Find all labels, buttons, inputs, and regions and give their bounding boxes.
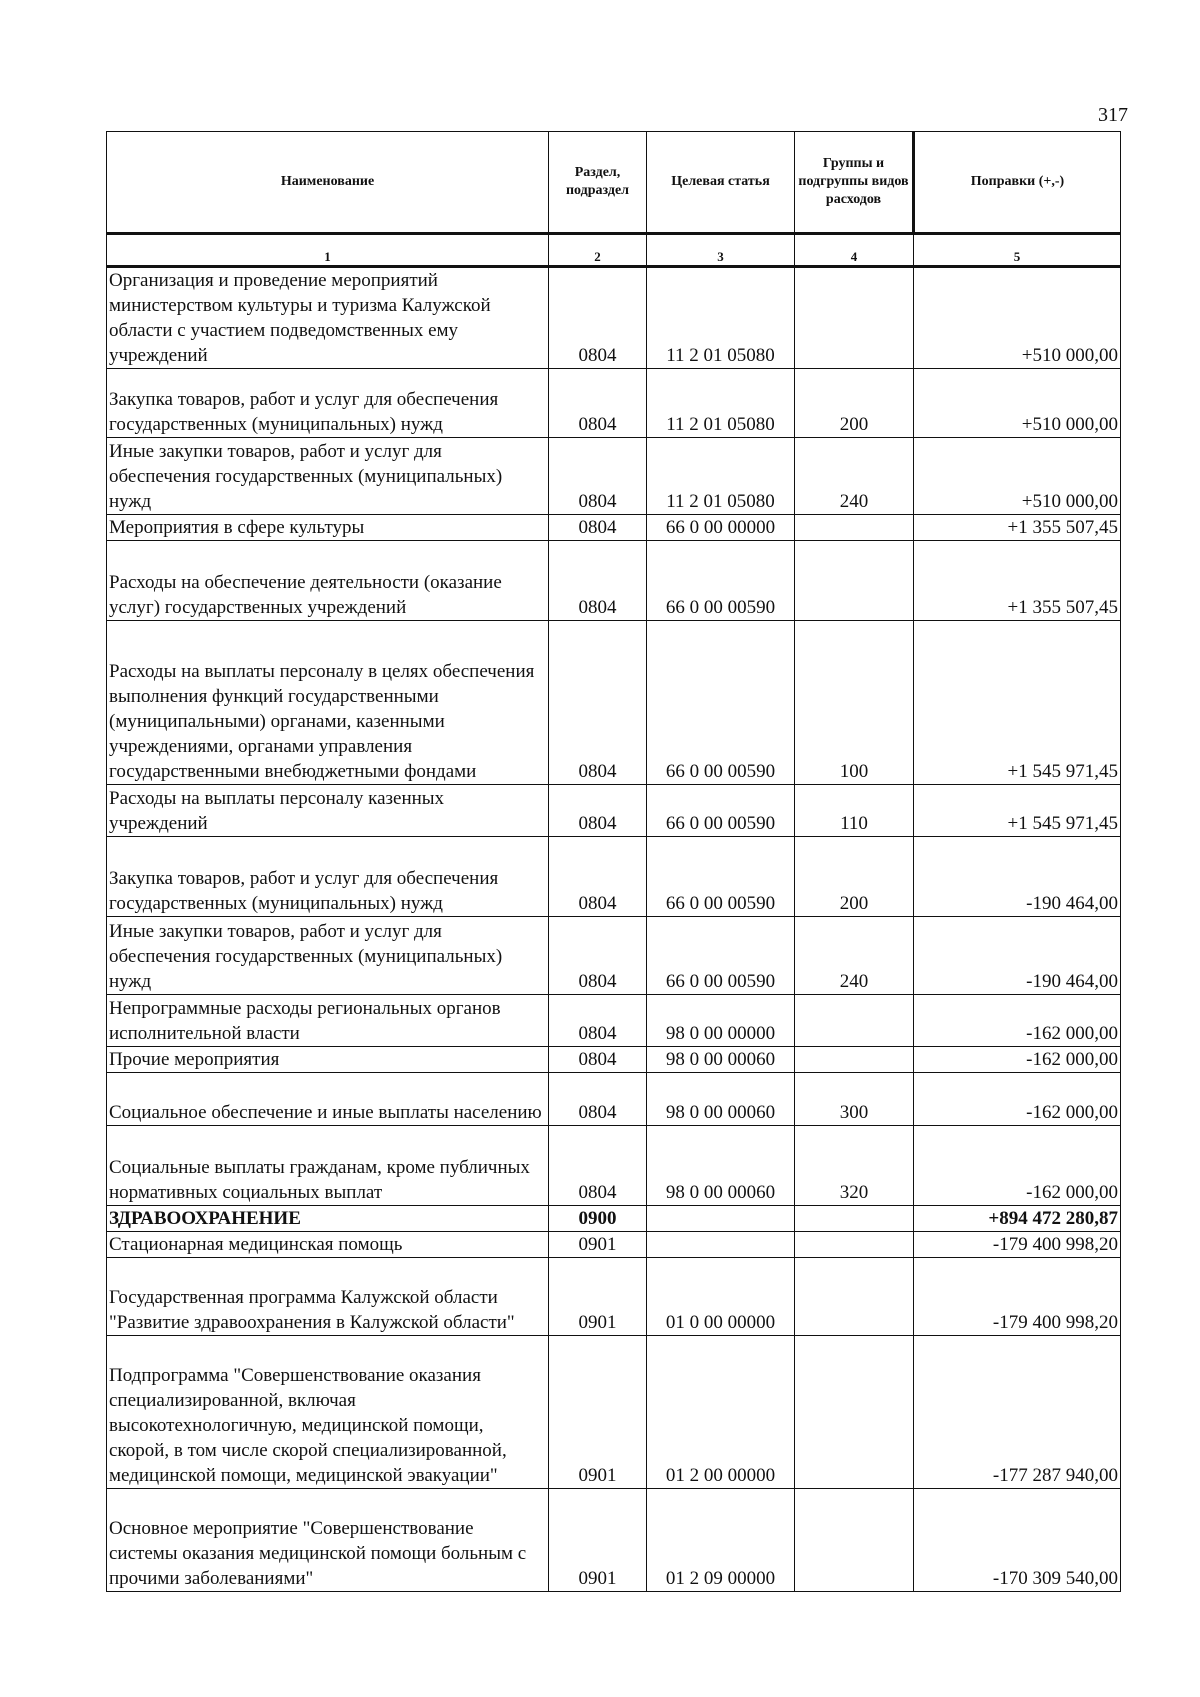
row-article: 11 2 01 05080 [647,438,795,515]
row-section: 0804 [549,369,647,438]
row-amount: +510 000,00 [914,438,1121,515]
row-name: Мероприятия в сфере культуры [107,515,549,541]
row-name: ЗДРАВООХРАНЕНИЕ [107,1206,549,1232]
row-name: Прочие мероприятия [107,1047,549,1073]
table-row [107,541,1121,621]
column-number: 3 [647,234,795,267]
table-row [107,837,1121,917]
row-group [795,1206,914,1232]
column-number: 1 [107,234,549,267]
row-group: 110 [795,785,914,837]
row-name: Иные закупки товаров, работ и услуг для обеспечения государственных (муниципальных) нужд [107,438,549,515]
header-amount: Поправки (+,-) [914,132,1121,234]
row-article: 01 2 09 00000 [647,1489,795,1592]
row-group: 200 [795,369,914,438]
row-article: 98 0 00 00060 [647,1047,795,1073]
row-group: 320 [795,1126,914,1206]
row-article: 98 0 00 00000 [647,995,795,1047]
table-row [107,267,1121,369]
table-row [107,917,1121,995]
row-section: 0804 [549,438,647,515]
row-amount: +510 000,00 [914,369,1121,438]
row-group [795,1232,914,1258]
table-row [107,1047,1121,1073]
table-row [107,785,1121,837]
table-row [107,1232,1121,1258]
row-group [795,1489,914,1592]
table-row [107,1206,1121,1232]
column-number: 2 [549,234,647,267]
row-amount: -170 309 540,00 [914,1489,1121,1592]
row-amount: -162 000,00 [914,1073,1121,1126]
row-article: 66 0 00 00590 [647,541,795,621]
row-group [795,541,914,621]
row-amount: +510 000,00 [914,267,1121,369]
row-group [795,1047,914,1073]
row-section: 0804 [549,995,647,1047]
header-article: Целевая статья [647,132,795,234]
table-row [107,1336,1121,1489]
row-amount: -162 000,00 [914,1047,1121,1073]
row-amount: +1 355 507,45 [914,515,1121,541]
row-section: 0901 [549,1336,647,1489]
table-row [107,438,1121,515]
row-section: 0804 [549,837,647,917]
row-amount: -190 464,00 [914,917,1121,995]
row-section: 0804 [549,917,647,995]
row-group [795,995,914,1047]
table-row [107,369,1121,438]
row-group: 240 [795,438,914,515]
row-article [647,1206,795,1232]
row-amount: -179 400 998,20 [914,1232,1121,1258]
row-name: Иные закупки товаров, работ и услуг для обеспечения государственных (муниципальных) нужд [107,917,549,995]
row-group [795,1336,914,1489]
row-amount: -162 000,00 [914,1126,1121,1206]
row-article [647,1232,795,1258]
table-row [107,515,1121,541]
row-article: 11 2 01 05080 [647,267,795,369]
row-amount: -179 400 998,20 [914,1258,1121,1336]
row-group [795,1258,914,1336]
table-row [107,1073,1121,1126]
header-name: Наименование [107,132,549,234]
column-number: 4 [795,234,914,267]
row-article: 98 0 00 00060 [647,1073,795,1126]
row-amount: -162 000,00 [914,995,1121,1047]
row-amount: +1 545 971,45 [914,621,1121,785]
row-article: 66 0 00 00590 [647,917,795,995]
row-article: 66 0 00 00590 [647,785,795,837]
row-section: 0804 [549,1126,647,1206]
row-name: Закупка товаров, работ и услуг для обеспечения государственных (муниципальных) нужд [107,369,549,438]
row-name: Социальное обеспечение и иные выплаты населению [107,1073,549,1126]
row-name: Социальные выплаты гражданам, кроме публичных нормативных социальных выплат [107,1126,549,1206]
row-amount: -190 464,00 [914,837,1121,917]
row-amount: -177 287 940,00 [914,1336,1121,1489]
row-name: Государственная программа Калужской области "Развитие здравоохранения в Калужской области" [107,1258,549,1336]
row-amount: +1 545 971,45 [914,785,1121,837]
row-section: 0901 [549,1232,647,1258]
row-name: Закупка товаров, работ и услуг для обеспечения государственных (муниципальных) нужд [107,837,549,917]
row-name: Расходы на обеспечение деятельности (оказание услуг) государственных учреждений [107,541,549,621]
row-name: Организация и проведение мероприятий министерством культуры и туризма Калужской области с участием подведомственных ему учреждений [107,267,549,369]
row-section: 0804 [549,621,647,785]
row-section: 0804 [549,1073,647,1126]
budget-amendments-table [106,131,1121,1592]
table-header-row [107,132,1121,234]
row-section: 0804 [549,515,647,541]
table-row [107,621,1121,785]
column-number-row [107,234,1121,267]
row-name: Непрограммные расходы региональных органов исполнительной власти [107,995,549,1047]
page-number: 317 [1098,104,1128,126]
row-section: 0804 [549,785,647,837]
row-article: 01 2 00 00000 [647,1336,795,1489]
row-article: 11 2 01 05080 [647,369,795,438]
row-article: 66 0 00 00000 [647,515,795,541]
row-section: 0901 [549,1489,647,1592]
header-section: Раздел, подраздел [549,132,647,234]
row-name: Стационарная медицинская помощь [107,1232,549,1258]
row-amount: +894 472 280,87 [914,1206,1121,1232]
table-row [107,1489,1121,1592]
row-name: Расходы на выплаты персоналу казенных учреждений [107,785,549,837]
row-section: 0900 [549,1206,647,1232]
table-row [107,1258,1121,1336]
row-group [795,267,914,369]
row-section: 0804 [549,1047,647,1073]
column-number: 5 [914,234,1121,267]
row-section: 0804 [549,541,647,621]
row-section: 0804 [549,267,647,369]
row-section: 0901 [549,1258,647,1336]
row-group: 200 [795,837,914,917]
row-group: 240 [795,917,914,995]
row-article: 66 0 00 00590 [647,621,795,785]
row-group: 300 [795,1073,914,1126]
row-group: 100 [795,621,914,785]
table-row [107,1126,1121,1206]
row-article: 98 0 00 00060 [647,1126,795,1206]
row-name: Расходы на выплаты персоналу в целях обеспечения выполнения функций государственными (муниципальными) органами, казенными учреждениями, органами управления государственными внебюджетными фондами [107,621,549,785]
header-groups: Группы и подгруппы видов расходов [795,132,914,234]
row-group [795,515,914,541]
row-name: Основное мероприятие "Совершенствование системы оказания медицинской помощи больным с прочими заболеваниями" [107,1489,549,1592]
row-name: Подпрограмма "Совершенствование оказания специализированной, включая высокотехнологичную, медицинской помощи, скорой, в том числе скорой специализированной, медицинской помощи, медицинской эвакуации" [107,1336,549,1489]
row-amount: +1 355 507,45 [914,541,1121,621]
row-article: 66 0 00 00590 [647,837,795,917]
row-article: 01 0 00 00000 [647,1258,795,1336]
table-row [107,995,1121,1047]
